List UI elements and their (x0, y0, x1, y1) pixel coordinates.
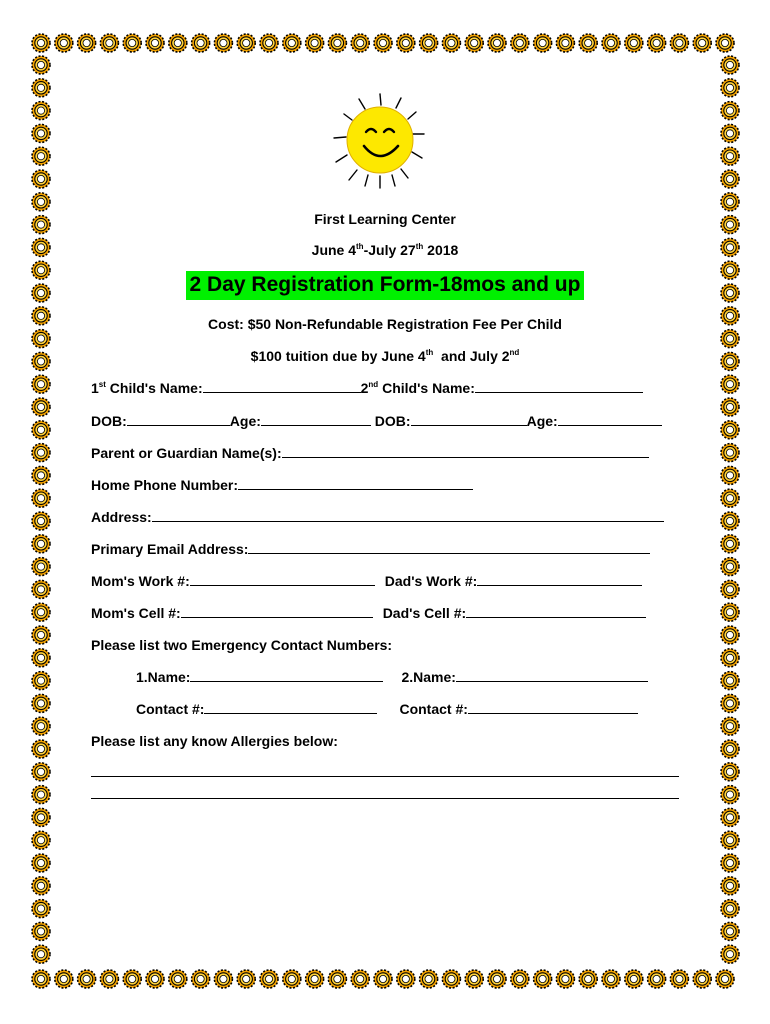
work-row (91, 573, 642, 589)
contact1-num-label: Contact #: (136, 701, 205, 717)
border-sun-icon (534, 34, 552, 52)
child-names-row (91, 380, 643, 396)
email-label: Primary Email Address: (91, 541, 249, 557)
border-sun-icon (78, 34, 96, 52)
contact2-num-label: Contact #: (399, 701, 468, 717)
border-sun-icon (214, 34, 232, 52)
border-sun-icon (579, 34, 597, 52)
border-sun-icon (32, 786, 50, 804)
border-sun-icon (721, 558, 739, 576)
border-sun-icon (32, 124, 50, 142)
border-top (30, 32, 742, 54)
border-sun-icon (32, 444, 50, 462)
age1-label: Age: (229, 413, 261, 429)
age2-label: Age: (526, 413, 558, 429)
border-sun-icon (55, 34, 73, 52)
border-sun-icon (420, 970, 438, 988)
tuition-line: $100 tuition due by June 4th and July 2nd (250, 348, 520, 364)
border-sun-icon (306, 34, 324, 52)
border-sun-icon (721, 877, 739, 895)
border-sun-icon (721, 763, 739, 781)
border-sun-icon (716, 970, 734, 988)
dads-work-field[interactable] (477, 573, 642, 586)
sun-icon (320, 92, 448, 196)
border-sun-icon (721, 717, 739, 735)
border-sun-icon (721, 147, 739, 165)
border-sun-icon (693, 970, 711, 988)
contact2-name-label: 2.Name: (401, 669, 456, 685)
border-sun-icon (721, 466, 739, 484)
border-sun-icon (488, 34, 506, 52)
dads-cell-field[interactable] (466, 605, 646, 618)
border-sun-icon (100, 34, 118, 52)
border-sun-icon (721, 421, 739, 439)
border-sun-icon (32, 877, 50, 895)
border-sun-icon (465, 970, 483, 988)
border-sun-icon (32, 375, 50, 393)
dob1-field[interactable] (127, 413, 230, 426)
emergency-contacts-row (136, 701, 638, 717)
border-sun-icon (721, 649, 739, 667)
border-sun-icon (32, 147, 50, 165)
border-sun-icon (100, 970, 118, 988)
border-sun-icon (351, 970, 369, 988)
border-sun-icon (32, 489, 50, 507)
border-sun-icon (169, 970, 187, 988)
contact2-name-field[interactable] (456, 669, 648, 682)
border-sun-icon (32, 170, 50, 188)
dob2-field[interactable] (411, 413, 527, 426)
moms-cell-label: Mom's Cell #: (91, 605, 181, 621)
age1-field[interactable] (261, 413, 371, 426)
contact1-name-field[interactable] (190, 669, 383, 682)
contact2-num-field[interactable] (468, 701, 638, 714)
border-sun-icon (32, 694, 50, 712)
moms-cell-field[interactable] (181, 605, 373, 618)
border-sun-icon (721, 694, 739, 712)
border-sun-icon (32, 193, 50, 211)
border-sun-icon (32, 672, 50, 690)
border-sun-icon (32, 79, 50, 97)
border-sun-icon (442, 970, 460, 988)
border-sun-icon (625, 34, 643, 52)
border-sun-icon (721, 375, 739, 393)
border-sun-icon (32, 854, 50, 872)
border-sun-icon (32, 102, 50, 120)
border-sun-icon (721, 398, 739, 416)
border-sun-icon (32, 56, 50, 74)
allergies-line-1[interactable] (91, 776, 679, 777)
border-sun-icon (648, 34, 666, 52)
contact1-num-field[interactable] (204, 701, 377, 714)
border-sun-icon (721, 580, 739, 598)
border-left (30, 54, 52, 968)
border-sun-icon (721, 170, 739, 188)
border-sun-icon (556, 34, 574, 52)
border-sun-icon (260, 34, 278, 52)
border-sun-icon (32, 558, 50, 576)
email-field[interactable] (248, 541, 650, 554)
border-sun-icon (32, 717, 50, 735)
border-sun-icon (32, 970, 50, 988)
border-sun-icon (721, 193, 739, 211)
border-sun-icon (146, 970, 164, 988)
border-sun-icon (442, 34, 460, 52)
border-sun-icon (721, 740, 739, 758)
border-sun-icon (721, 808, 739, 826)
child2-name-field[interactable] (475, 380, 643, 393)
parent-label: Parent or Guardian Name(s): (91, 445, 282, 461)
border-sun-icon (169, 34, 187, 52)
border-sun-icon (32, 740, 50, 758)
border-sun-icon (693, 34, 711, 52)
border-sun-icon (721, 489, 739, 507)
border-sun-icon (192, 34, 210, 52)
border-sun-icon (32, 580, 50, 598)
border-sun-icon (32, 34, 50, 52)
border-sun-icon (721, 786, 739, 804)
border-sun-icon (721, 603, 739, 621)
border-sun-icon (670, 34, 688, 52)
home-phone-label: Home Phone Number: (91, 477, 239, 493)
border-sun-icon (534, 970, 552, 988)
border-sun-icon (214, 970, 232, 988)
border-sun-icon (511, 34, 529, 52)
border-sun-icon (397, 970, 415, 988)
border-sun-icon (648, 970, 666, 988)
emergency-names-row (136, 669, 648, 685)
border-sun-icon (721, 535, 739, 553)
home-phone-row (91, 477, 473, 493)
border-sun-icon (670, 970, 688, 988)
border-sun-icon (260, 970, 278, 988)
cell-row (91, 605, 646, 621)
child1-name-field[interactable] (203, 380, 361, 393)
parent-row (91, 445, 649, 461)
border-sun-icon (721, 512, 739, 530)
contact1-name-label: 1.Name: (136, 669, 191, 685)
border-sun-icon (237, 970, 255, 988)
border-sun-icon (32, 330, 50, 348)
address-field[interactable] (152, 509, 664, 522)
email-row (91, 541, 650, 557)
border-sun-icon (721, 945, 739, 963)
border-sun-icon (283, 34, 301, 52)
border-sun-icon (123, 34, 141, 52)
border-sun-icon (328, 34, 346, 52)
border-sun-icon (721, 330, 739, 348)
border-sun-icon (32, 535, 50, 553)
border-sun-icon (374, 34, 392, 52)
border-sun-icon (32, 945, 50, 963)
border-sun-icon (146, 34, 164, 52)
border-sun-icon (397, 34, 415, 52)
dob-age-row (91, 413, 662, 429)
border-sun-icon (721, 831, 739, 849)
dob1-label: DOB: (91, 413, 127, 429)
border-sun-icon (716, 34, 734, 52)
border-bottom (30, 968, 742, 990)
border-sun-icon (32, 808, 50, 826)
border-sun-icon (721, 672, 739, 690)
border-sun-icon (579, 970, 597, 988)
session-dates: June 4th-July 27th 2018 (311, 242, 459, 258)
border-sun-icon (32, 649, 50, 667)
border-sun-icon (32, 763, 50, 781)
border-sun-icon (721, 922, 739, 940)
border-sun-icon (602, 970, 620, 988)
border-sun-icon (721, 626, 739, 644)
dob2-label: DOB: (374, 413, 411, 429)
border-sun-icon (721, 900, 739, 918)
border-sun-icon (78, 970, 96, 988)
moms-work-field[interactable] (190, 573, 375, 586)
border-sun-icon (32, 900, 50, 918)
address-row (91, 509, 664, 525)
border-sun-icon (556, 970, 574, 988)
border-sun-icon (351, 34, 369, 52)
allergies-heading: Please list any know Allergies below: (91, 733, 338, 749)
border-sun-icon (721, 56, 739, 74)
border-sun-icon (32, 398, 50, 416)
border-sun-icon (602, 34, 620, 52)
emergency-heading: Please list two Emergency Contact Numbers: (91, 637, 393, 653)
border-sun-icon (721, 854, 739, 872)
border-sun-icon (32, 626, 50, 644)
border-sun-icon (511, 970, 529, 988)
border-sun-icon (721, 79, 739, 97)
child2-label: 2nd Child's Name: (360, 380, 475, 396)
border-sun-icon (32, 466, 50, 484)
dads-work-label: Dad's Work #: (384, 573, 478, 589)
border-sun-icon (625, 970, 643, 988)
border-sun-icon (237, 34, 255, 52)
border-sun-icon (488, 970, 506, 988)
border-right (719, 54, 741, 968)
border-sun-icon (32, 512, 50, 530)
border-sun-icon (32, 421, 50, 439)
age2-field[interactable] (558, 413, 662, 426)
border-sun-icon (306, 970, 324, 988)
border-sun-icon (283, 970, 301, 988)
border-sun-icon (123, 970, 141, 988)
border-sun-icon (721, 124, 739, 142)
home-phone-field[interactable] (238, 477, 473, 490)
border-sun-icon (374, 970, 392, 988)
border-sun-icon (328, 970, 346, 988)
form-title: 2 Day Registration Form-18mos and up (186, 271, 585, 300)
border-sun-icon (32, 922, 50, 940)
border-sun-icon (192, 970, 210, 988)
border-sun-icon (721, 444, 739, 462)
moms-work-label: Mom's Work #: (91, 573, 190, 589)
dads-cell-label: Dad's Cell #: (382, 605, 467, 621)
child1-label: 1st Child's Name: (91, 380, 203, 396)
allergies-line-2[interactable] (91, 798, 679, 799)
cost-line: Cost: $50 Non-Refundable Registration Fee Per Child (208, 316, 562, 332)
border-sun-icon (32, 831, 50, 849)
border-sun-icon (55, 970, 73, 988)
border-sun-icon (420, 34, 438, 52)
border-sun-icon (465, 34, 483, 52)
border-sun-icon (721, 102, 739, 120)
org-name: First Learning Center (314, 211, 456, 227)
border-sun-icon (32, 603, 50, 621)
parent-field[interactable] (282, 445, 649, 458)
address-label: Address: (91, 509, 152, 525)
